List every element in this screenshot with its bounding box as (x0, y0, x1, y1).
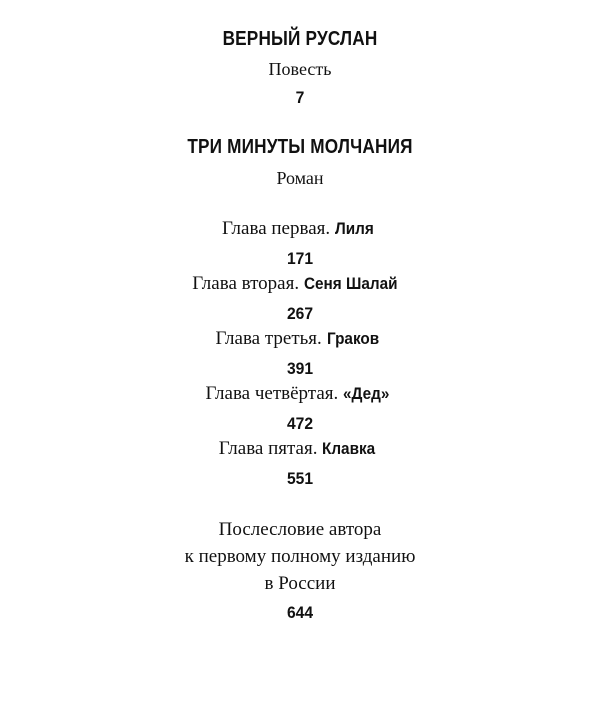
chapter-entry (0, 383, 600, 405)
page-number: 7 (295, 88, 305, 107)
chapter-prefix: Глава пятая. (218, 438, 323, 459)
page-number: 472 (286, 414, 314, 433)
chapter-name: «Дед» (343, 384, 390, 403)
chapter-prefix: Глава вторая. (192, 273, 304, 294)
chapter-prefix: Глава четвёртая. (205, 383, 344, 404)
chapter-entry (0, 328, 600, 350)
afterword-line: в России (264, 573, 336, 594)
page-number: 171 (286, 249, 314, 268)
chapter-prefix: Глава первая. (222, 218, 335, 239)
afterword-line: Послесловие автора (218, 519, 382, 540)
chapter-entry (0, 273, 600, 295)
chapter-name: Клавка (322, 439, 376, 458)
page-number: 644 (286, 603, 314, 622)
page-number: 391 (286, 359, 314, 378)
chapter-entry (0, 438, 600, 460)
afterword-line: к первому полному изданию (184, 546, 416, 567)
work-title: ТРИ МИНУТЫ МОЛЧАНИЯ (187, 136, 413, 158)
chapter-name: Граков (326, 329, 379, 348)
chapter-name: Лиля (334, 219, 374, 238)
page-number: 267 (286, 304, 314, 323)
chapter-name: Сеня Шалай (303, 274, 398, 293)
page-number: 551 (286, 469, 314, 488)
work-genre: Роман (276, 168, 324, 188)
work-genre: Повесть (268, 59, 332, 79)
work-title: ВЕРНЫЙ РУСЛАН (222, 28, 378, 50)
chapter-entry (0, 218, 600, 240)
chapter-prefix: Глава третья. (215, 328, 327, 349)
